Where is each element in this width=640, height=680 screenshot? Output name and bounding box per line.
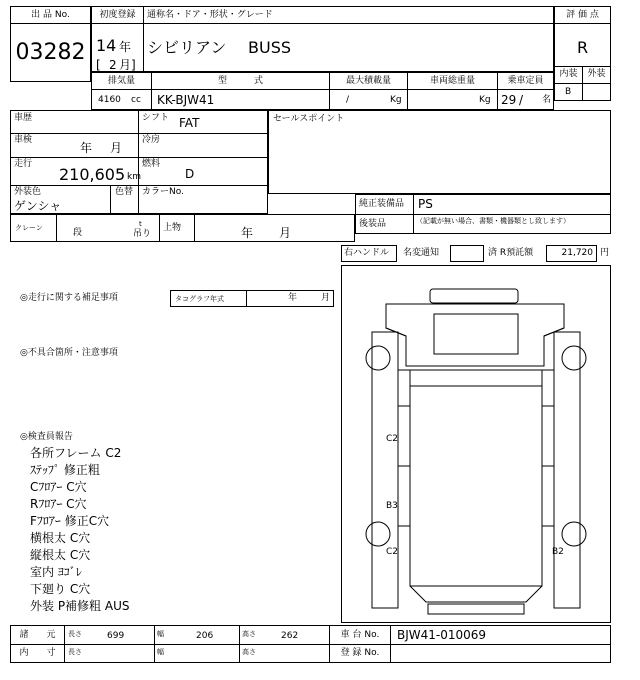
damage-mark: C2: [386, 547, 399, 557]
model-value: KK-BJW41: [157, 93, 215, 107]
color-change-label: 色替: [115, 187, 134, 197]
damage-mark: B2: [552, 547, 564, 557]
tachograph-box: [170, 290, 334, 307]
inspection-year: 年: [80, 141, 93, 155]
wheel-front-left: [366, 346, 390, 370]
chassis-label: 車 台 No.: [329, 626, 391, 644]
inspection-label: 車検: [14, 135, 33, 145]
cab-lines: [386, 328, 564, 336]
wheel-rear-left: [366, 522, 390, 546]
rear-end: [410, 586, 542, 602]
inspector-line: 横根太 C穴: [30, 531, 91, 545]
mileage-unit: km: [127, 172, 141, 182]
inspector-line: 外装 P補修粗 AUS: [30, 599, 130, 613]
max-load-sep: /: [346, 95, 350, 105]
driving-notes-label: ◎走行に関する補足事項: [20, 293, 118, 303]
inspector-line: 縦根太 C穴: [30, 548, 91, 562]
upper-label: 上物: [163, 223, 182, 233]
inspector-report-label: ◎検査員報告: [20, 432, 73, 442]
tachograph-year: 年: [288, 293, 298, 303]
tachograph-label: タコグラフ年式: [171, 291, 247, 306]
crane-lift: 吊り: [133, 229, 152, 239]
specs-label: 諸 元: [11, 626, 65, 644]
name-change-box: [450, 245, 484, 262]
upper-year: 年: [241, 226, 254, 240]
inspector-lines: [30, 446, 129, 616]
length-label: 長さ: [68, 630, 82, 638]
score-value: R: [576, 38, 589, 57]
name-change-label: 名変通知: [403, 248, 440, 258]
car-name-box: [143, 6, 554, 72]
car-grade: BUSS: [248, 38, 291, 57]
front-cab: [386, 304, 564, 366]
damage-mark: B3: [386, 501, 398, 511]
crane-ton: t: [139, 220, 142, 228]
inspector-line: ｽﾃｯﾌﾟ 修正粗: [30, 463, 100, 477]
inspection-month: 月: [110, 141, 123, 155]
gross-weight-label: 車両総重量: [408, 73, 498, 90]
inspector-line: Fﾌﾛｱｰ 修正C穴: [30, 514, 110, 528]
car-name: シビリアン: [147, 38, 227, 57]
left-side: [372, 332, 398, 608]
capacity-value: 29: [501, 93, 517, 107]
crane-stage: 段: [73, 228, 83, 238]
lot-number-label: 出 品 No.: [11, 7, 90, 24]
height-value: 262: [281, 631, 299, 641]
lot-number-box: [10, 6, 91, 82]
first-reg-year: 14: [96, 36, 117, 55]
recycle-label: 済 R預託額: [488, 248, 534, 258]
exterior-label: 外装: [583, 66, 610, 83]
inner-label: 内 寸: [11, 645, 65, 662]
first-reg-month-open: [: [96, 58, 101, 72]
capacity-unit: 名: [542, 95, 552, 105]
crane-row: [10, 214, 355, 242]
inspector-line: 各所フレーム C2: [30, 446, 122, 460]
capacity-sep: /: [519, 93, 524, 107]
model-label: 型 式: [152, 73, 330, 90]
displacement-value: 4160: [98, 95, 121, 105]
first-registration-box: [91, 6, 144, 72]
right-side: [554, 332, 580, 608]
vehicle-diagram: [341, 265, 611, 623]
length-value: 699: [107, 631, 125, 641]
roof-panel: [410, 370, 542, 586]
footer-divider: [11, 644, 610, 645]
displacement-unit: cc: [131, 95, 141, 105]
gross-weight-unit: Kg: [479, 95, 491, 105]
width-label: 幅: [157, 630, 164, 638]
wheel-rear-right: [562, 522, 586, 546]
rear-bumper: [428, 604, 524, 614]
aftermarket-note: （記載が無い場合、書類・機器類とし致します）: [416, 217, 570, 225]
width-value: 206: [196, 631, 214, 641]
windshield: [434, 314, 518, 354]
floor-lines: [398, 406, 554, 526]
capacity-label: 乗車定員: [498, 73, 553, 90]
recycle-value: 21,720: [546, 245, 597, 262]
ac-label: 冷房: [142, 135, 161, 145]
mileage-value: 210,605: [59, 165, 126, 184]
max-load-unit: Kg: [390, 95, 402, 105]
selling-points-box: [268, 110, 611, 194]
defects-label: ◎不具合箇所・注意事項: [20, 348, 118, 358]
handle-box: 右ハンドル: [341, 245, 397, 262]
inspector-line: Cﾌﾛｱｰ C穴: [30, 480, 87, 494]
equipment-label: 純正装備品: [356, 195, 414, 214]
crane-label: クレーン: [15, 224, 43, 232]
equipment-value: PS: [418, 197, 433, 211]
selling-points-label: セールスポイント: [273, 114, 345, 124]
inner-length-label: 長さ: [68, 648, 82, 656]
first-reg-month-unit: 月]: [119, 58, 136, 72]
first-registration-label: 初度登録: [92, 7, 143, 24]
height-label: 高さ: [242, 630, 256, 638]
shift-value: FAT: [179, 116, 200, 130]
exterior-score: [583, 83, 610, 100]
interior-label: 内装: [555, 66, 583, 83]
fuel-label: 燃料: [142, 159, 161, 169]
first-reg-year-unit: 年: [119, 40, 132, 54]
score-box: [554, 6, 611, 101]
recycle-unit: 円: [600, 248, 610, 258]
inner-height-label: 高さ: [242, 648, 256, 656]
front-bumper: [430, 289, 518, 303]
inspector-line: 室内 ﾖｺﾞﾚ: [30, 565, 82, 579]
aftermarket-label: 後装品: [356, 214, 414, 233]
mileage-label: 走行: [14, 159, 33, 169]
first-reg-month: 2: [109, 58, 117, 72]
roof-lines: [398, 370, 554, 386]
upper-month: 月: [279, 226, 292, 240]
max-load-label: 最大積載量: [330, 73, 408, 90]
lot-number: 03282: [15, 40, 86, 65]
registration-label: 登 録 No.: [329, 645, 391, 662]
chassis-value: BJW41-010069: [397, 628, 487, 642]
fuel-value: D: [185, 167, 195, 181]
damage-mark: C2: [386, 434, 399, 444]
equipment-box: [355, 194, 611, 234]
specs-table: [91, 72, 554, 110]
color-value: ゲンシャ: [14, 199, 62, 213]
inspector-line: 下廻り C穴: [30, 582, 91, 596]
shift-label: シフト: [142, 113, 170, 123]
details-block: [10, 110, 268, 214]
inspector-line: Rﾌﾛｱｰ C穴: [30, 497, 87, 511]
tachograph-month: 月: [321, 293, 331, 303]
inner-width-label: 幅: [157, 648, 164, 656]
wheel-front-right: [562, 346, 586, 370]
color-label: 外装色: [14, 187, 42, 197]
car-name-label: 通称名・ドア・形状・グレード: [144, 7, 553, 24]
interior-score: B: [555, 83, 583, 100]
footer-table: [10, 625, 611, 663]
bus-outline-svg: [342, 266, 610, 622]
score-label: 評 価 点: [555, 7, 610, 24]
displacement-label: 排気量: [92, 73, 152, 90]
history-label: 車歴: [14, 113, 33, 123]
color-no-label: カラーNo.: [142, 187, 184, 197]
